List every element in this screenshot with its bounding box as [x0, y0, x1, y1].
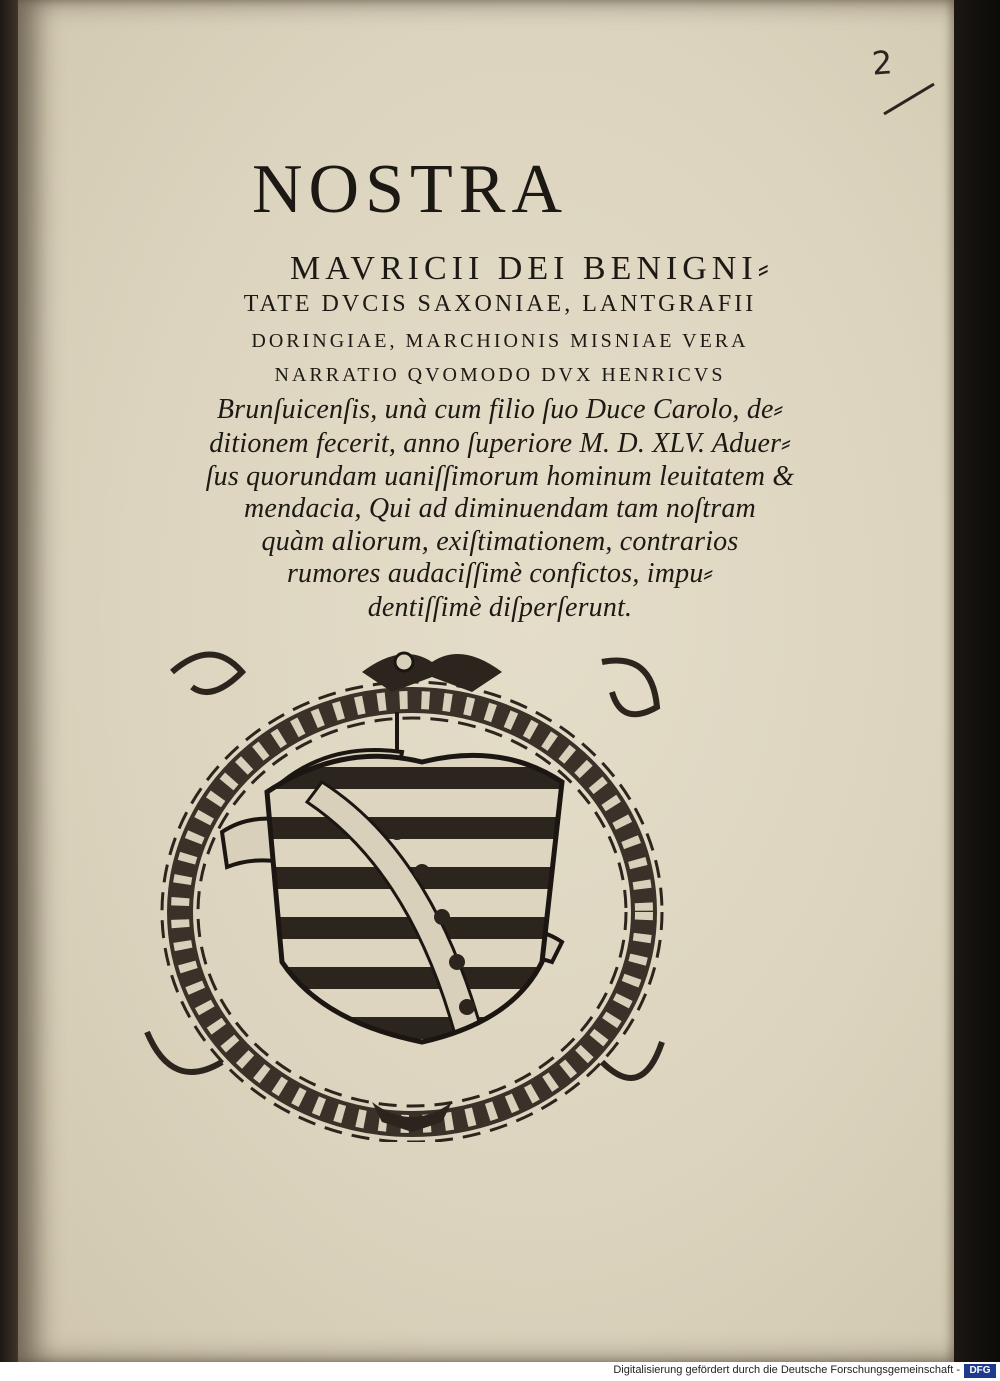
body-line-5: quàm aliorum, exiſtimationem, contrarios: [261, 526, 739, 557]
title-line-3: DORINGIAE, MARCHIONIS MISNIAE VERA: [251, 330, 749, 352]
handwritten-slash: [880, 80, 940, 120]
title-line-2: TATE DVCIS SAXONIAE, LANTGRAFII: [243, 291, 757, 317]
dfg-logo-icon: DFG: [964, 1364, 996, 1378]
scan-background: [954, 0, 1000, 1362]
body-line-3: ſus quorundam uaniſſimorum hominum leuitatem &: [205, 461, 795, 492]
body-line-6: rumores audaciſſimè confictos, impu⸗: [286, 558, 714, 589]
page-title: NOSTRA: [251, 151, 569, 228]
body-line-2: ditionem fecerit, anno ſuperiore M. D. XLV. Aduer⸗: [209, 428, 791, 459]
body-line-7: dentiſſimè diſperſerunt.: [367, 592, 633, 623]
title-line-1: MAVRICII DEI BENIGNI⸗: [290, 250, 774, 287]
coat-of-arms-woodcut: [132, 632, 672, 1142]
title-line-4: NARRATIO QVOMODO DVX HENRICVS: [274, 364, 726, 386]
body-line-4: mendacia, Qui ad diminuendam tam noſtram: [244, 493, 756, 524]
handwritten-page-number: 2: [870, 43, 894, 83]
footer-credit: Digitalisierung gefördert durch die Deutsche Forschungsgemeinschaft -: [613, 1364, 960, 1376]
body-line-1: Brunſuicenſis, unà cum filio ſuo Duce Carolo, de⸗: [216, 394, 784, 425]
